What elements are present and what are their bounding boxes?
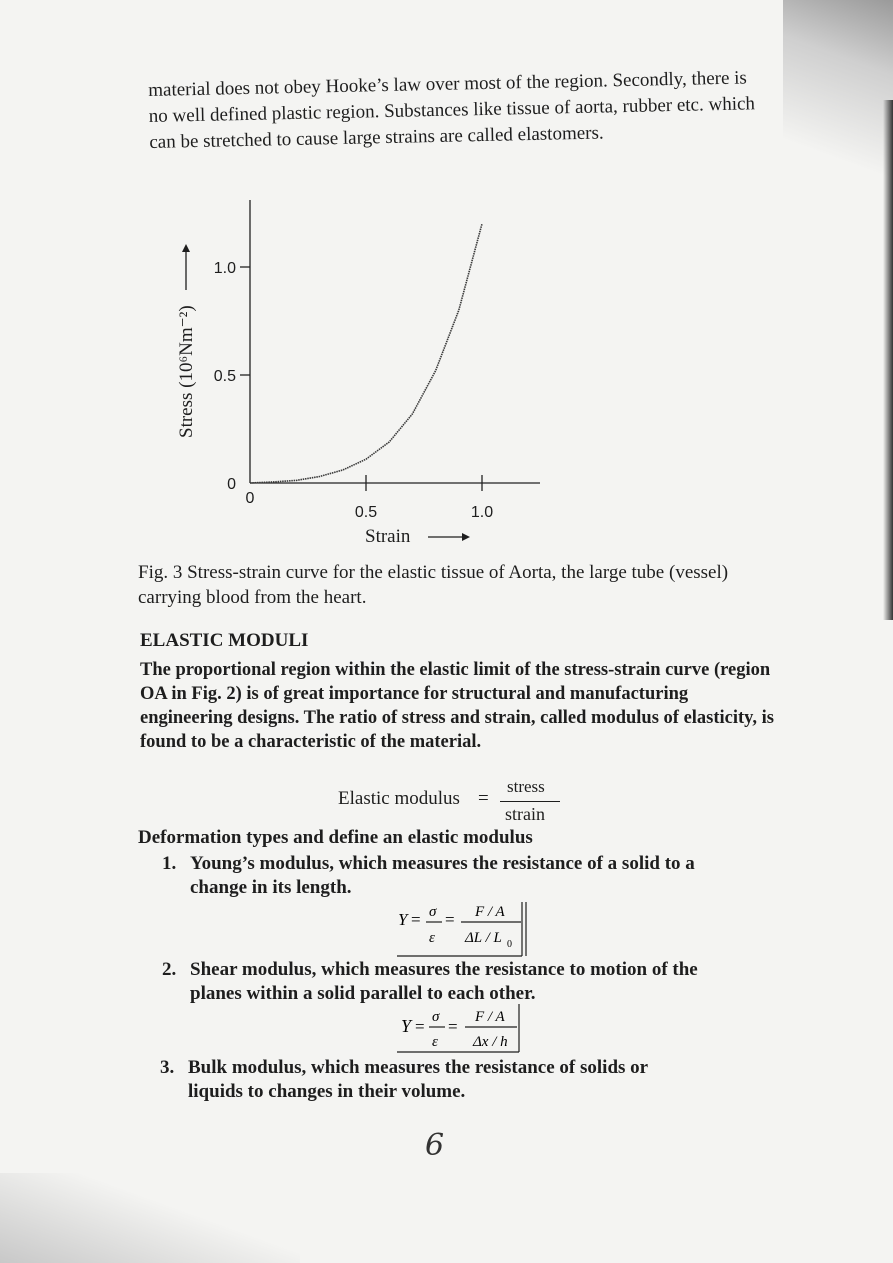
elastic-moduli-intro: The proportional region within the elastic limit of the stress-strain curve (region OA in Fig. 2) is of great importance for structural and manufacturing engineering designs. The ratio of stress and strain, called modulus of elasticity, is found to be a characteristic of the material. bbox=[140, 660, 774, 752]
formula-equals: = bbox=[478, 788, 489, 809]
y-tick-label: 1.0 bbox=[213, 260, 236, 277]
list-line: Young’s modulus, which measures the resistance of a solid to a bbox=[190, 853, 695, 874]
y-tick-label: 0.5 bbox=[213, 368, 236, 385]
list-number: 1. bbox=[162, 853, 177, 874]
list-item-shear-modulus bbox=[162, 958, 770, 1006]
youngs-modulus-equation bbox=[395, 898, 535, 960]
y-axis-arrow bbox=[182, 244, 190, 290]
fraction-bar bbox=[500, 801, 560, 802]
list-number: 3. bbox=[160, 1057, 175, 1078]
eq-den2: ΔL / L bbox=[465, 930, 502, 946]
list-line: planes within a solid parallel to each other. bbox=[190, 983, 536, 1004]
page-shadow bbox=[783, 0, 893, 260]
x-tick-label: 1.0 bbox=[470, 504, 494, 521]
y-axis-label: Stress (10⁶Nm⁻²) bbox=[176, 305, 197, 438]
eq-lhs: Y bbox=[398, 910, 408, 929]
eq-num1: σ bbox=[432, 1009, 440, 1025]
eq-equals-2: = bbox=[448, 1017, 458, 1036]
shear-modulus-equation bbox=[395, 1000, 530, 1055]
eq-subscript: 0 bbox=[507, 939, 512, 950]
eq-lhs: Y bbox=[401, 1016, 412, 1036]
x-axis-label: Strain bbox=[365, 526, 411, 547]
eq-num1: σ bbox=[429, 904, 437, 920]
series-line bbox=[250, 224, 482, 483]
list-line: Shear modulus, which measures the resistance to motion of the bbox=[190, 959, 698, 980]
stress-strain-chart bbox=[160, 200, 560, 555]
formula-label: Elastic modulus bbox=[338, 788, 460, 809]
page-shadow-bottom bbox=[0, 1173, 300, 1263]
page-edge bbox=[883, 100, 893, 620]
chart-axes bbox=[250, 200, 540, 483]
formula-denominator: strain bbox=[505, 804, 545, 824]
section-heading: ELASTIC MODULI bbox=[140, 630, 309, 651]
y-tick-label: 0 bbox=[227, 476, 236, 493]
page-number: 6 bbox=[425, 1128, 445, 1163]
list-line: liquids to changes in their volume. bbox=[188, 1081, 466, 1102]
intro-paragraph: material does not obey Hooke’s law over most of the region. Secondly, there is no well defined plastic region. Substances like tissue of aorta, rubber etc. which can be stretched to cause large strains are called elastomers. bbox=[148, 67, 756, 153]
chart-series bbox=[250, 224, 482, 483]
list-line: change in its length. bbox=[190, 877, 352, 898]
formula-numerator: stress bbox=[507, 777, 545, 796]
eq-num2: F / A bbox=[475, 1009, 505, 1025]
deformation-heading: Deformation types and define an elastic modulus bbox=[138, 827, 533, 848]
figure-caption: Fig. 3 Stress-strain curve for the elastic tissue of Aorta, the large tube (vessel) carrying blood from the heart. bbox=[138, 562, 729, 608]
eq-equals-2: = bbox=[445, 910, 455, 929]
list-line: Bulk modulus, which measures the resistance of solids or bbox=[188, 1057, 649, 1078]
eq-num2: F / A bbox=[475, 904, 505, 920]
eq-den1: ε bbox=[429, 930, 435, 946]
list-item-bulk-modulus bbox=[160, 1056, 768, 1104]
eq-den2: Δx / h bbox=[473, 1034, 508, 1050]
x-axis-arrow bbox=[428, 533, 470, 541]
eq-equals: = bbox=[415, 1017, 425, 1036]
list-item-youngs-modulus bbox=[162, 852, 770, 900]
eq-equals: = bbox=[411, 910, 421, 929]
x-tick-label: 0.5 bbox=[354, 504, 378, 521]
chart-ticks bbox=[214, 260, 493, 521]
eq-den1: ε bbox=[432, 1034, 438, 1050]
list-number: 2. bbox=[162, 959, 177, 980]
x-tick-label: 0 bbox=[245, 490, 255, 507]
